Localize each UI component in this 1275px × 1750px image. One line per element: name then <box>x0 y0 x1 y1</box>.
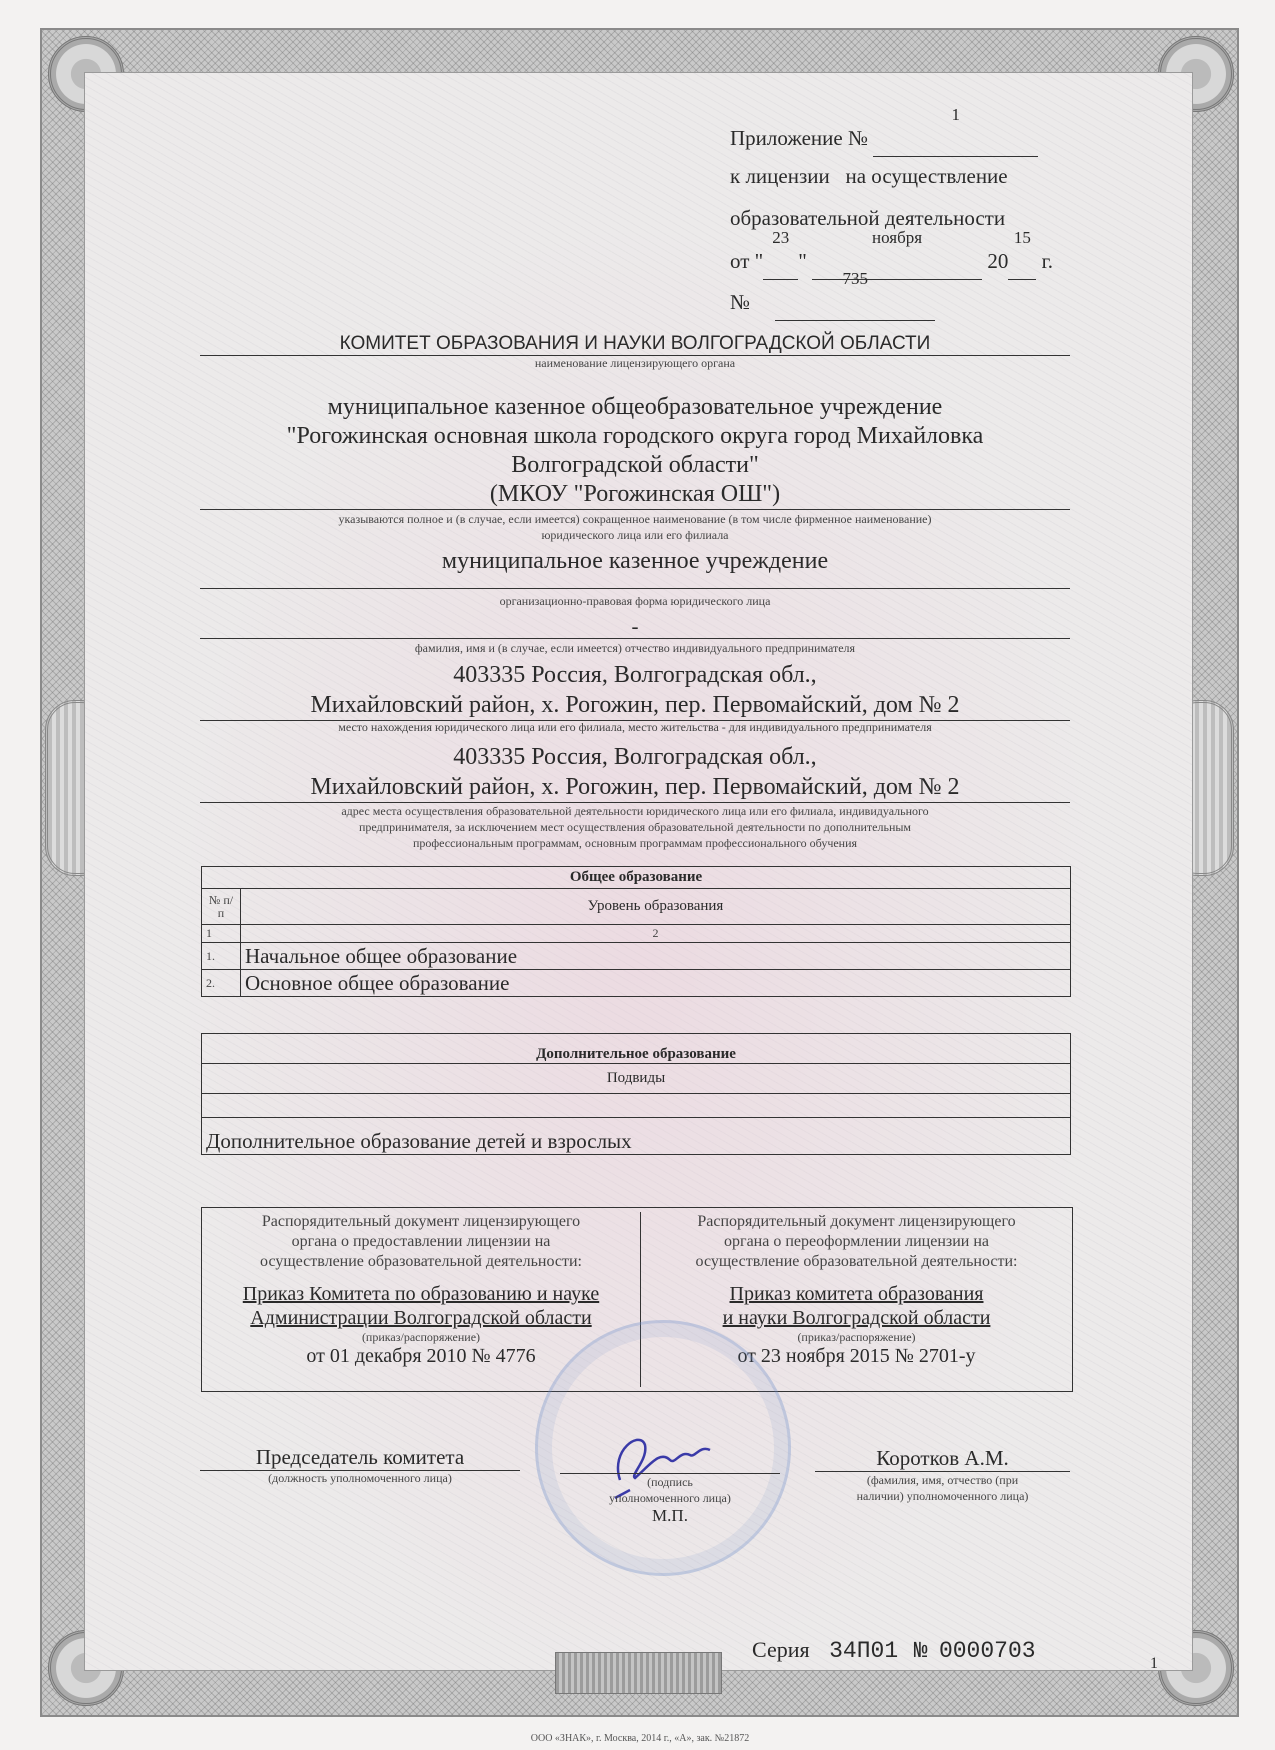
organization-line3: Волгоградской области" <box>511 452 759 478</box>
reissue-head3: осуществление образовательной деятельности: <box>695 1253 1018 1270</box>
organization-block <box>200 393 1070 510</box>
legal-form-value: муниципальное казенное учреждение <box>441 548 829 574</box>
entrepreneur-value: - <box>631 614 639 638</box>
date-month-field: ноября <box>812 241 982 280</box>
location-line1: 403335 Россия, Волгоградская обл., <box>453 662 817 688</box>
additional-education-row: Дополнительное образование детей и взрослых <box>202 1118 1071 1155</box>
activity-address-line2: Михайловский район, х. Рогожин, пер. Первомайский, дом № 2 <box>200 772 1070 803</box>
activity-caption-line3: профессиональным программам, основным программам профессионального обучения <box>412 836 858 850</box>
series-code: 34П01 <box>829 1638 899 1664</box>
legal-form-caption: организационно-правовая форма юридического лица <box>499 594 771 608</box>
organization-line4: (МКОУ "Рогожинская ОШ") <box>200 480 1070 510</box>
organization-caption-line2: юридического лица или его филиала <box>541 528 729 542</box>
location-block <box>200 660 1070 721</box>
activity-address-caption <box>200 803 1070 851</box>
signature-caption1: (подпись <box>647 1475 693 1489</box>
entrepreneur-caption: фамилия, имя и (в случае, если имеется) отчество индивидуального предпринимателя <box>414 641 856 655</box>
reissue-type: (приказ/распоряжение) <box>797 1330 916 1344</box>
reissue-head1: Распорядительный документ лицензирующего <box>697 1213 1016 1230</box>
authority-caption: наименование лицензирующего органа <box>534 356 736 370</box>
signer-name-caption2: наличии) уполномоченного лица) <box>856 1489 1029 1503</box>
date-year-unit: г. <box>1041 249 1054 273</box>
organization-line2: "Рогожинская основная школа городского округа город Михайловка <box>286 423 984 449</box>
serial-plate <box>555 1652 722 1694</box>
signer-position-block <box>200 1445 520 1486</box>
date-year-prefix: 20 <box>987 249 1009 273</box>
legal-form-line <box>200 588 1070 589</box>
activity-address-line1: 403335 Россия, Волгоградская обл., <box>453 744 817 770</box>
appendix-header: Приложение № 1 к лицензии на осуществление образовательной деятельности от " 23 " ноября 20 15 г. № 735 <box>730 118 1090 321</box>
series-num-label: № <box>913 1638 928 1664</box>
reissue-doc1: Приказ комитета образования <box>729 1283 984 1305</box>
page-number: 1 <box>1150 1655 1158 1672</box>
grant-date: от 01 декабря 2010 № 4776 <box>306 1345 536 1367</box>
organization-caption-line1: указываются полное и (в случае, если имеется) сокращенное наименование (в том числе фирменное наименование) <box>338 512 932 526</box>
activity-address-block <box>200 742 1070 803</box>
license-number-field: 735 <box>775 282 935 321</box>
table-row <box>202 970 1071 997</box>
date-day-field: 23 <box>763 241 798 280</box>
signer-name-caption1: (фамилия, имя, отчество (при <box>866 1473 1019 1487</box>
location-caption: место нахождения юридического лица или его филиала, место жительства - для индивидуального предпринимателя <box>338 720 932 734</box>
grant-head2: органа о предоставлении лицензии на <box>291 1233 551 1250</box>
authority-name: КОМИТЕТ ОБРАЗОВАНИЯ И НАУКИ ВОЛГОГРАДСКОЙ ОБЛАСТИ <box>200 333 1070 356</box>
series-number: 0000703 <box>938 1638 1036 1664</box>
reissue-head2: органа о переоформлении лицензии на <box>724 1233 989 1250</box>
location-line2: Михайловский район, х. Рогожин, пер. Первомайский, дом № 2 <box>200 690 1070 721</box>
row-num: 2. <box>202 970 241 997</box>
entrepreneur-line <box>200 638 1070 639</box>
activity-caption-line1: адрес места осуществления образовательной деятельности юридического лица или его филиала, индивидуального <box>341 804 929 818</box>
activity-caption-line2: предпринимателя, за исключением мест осуществления образовательной деятельности по дополнительным <box>358 820 912 834</box>
general-education-table <box>201 866 1071 997</box>
authority-block <box>200 333 1070 371</box>
subtypes-header: Подвиды <box>202 1064 1071 1094</box>
col-index-1: 1 <box>202 925 241 943</box>
row-num: 1. <box>202 943 241 970</box>
additional-education-title: Дополнительное образование <box>202 1034 1071 1064</box>
grant-head3: осуществление образовательной деятельности: <box>260 1253 582 1270</box>
appendix-label: Приложение № <box>730 126 868 150</box>
reissue-date: от 23 ноября 2015 № 2701-у <box>737 1345 976 1367</box>
date-from-label: от <box>730 249 750 273</box>
organization-line1: муниципальное казенное общеобразовательное учреждение <box>327 394 943 420</box>
appendix-line2: к лицензии на осуществление <box>730 164 1008 188</box>
license-number-label: № <box>730 290 751 314</box>
grant-head1: Распорядительный документ лицензирующего <box>261 1213 581 1230</box>
signer-name-block <box>815 1445 1070 1504</box>
signer-position: Председатель комитета <box>200 1445 520 1471</box>
series-label: Серия <box>752 1637 810 1662</box>
appendix-number-field: 1 <box>873 118 1038 157</box>
additional-education-table <box>201 1033 1071 1155</box>
grant-type: (приказ/распоряжение) <box>361 1330 481 1344</box>
series-block <box>752 1637 1036 1664</box>
signature-caption-block <box>560 1473 780 1524</box>
row-level: Начальное общее образование <box>241 943 1071 970</box>
reissue-doc2: и науки Волгоградской области <box>722 1307 991 1329</box>
seal-label: М.П. <box>652 1506 688 1525</box>
organization-caption <box>200 511 1070 543</box>
col-level-header: Уровень образования <box>241 889 1071 925</box>
grant-doc2: Администрации Волгоградской области <box>250 1307 592 1329</box>
empty-row <box>202 1094 1071 1118</box>
appendix-line3: образовательной деятельности <box>730 206 1006 230</box>
col-index-2: 2 <box>241 925 1071 943</box>
signer-name: Коротков А.М. <box>815 1445 1070 1472</box>
table-row <box>202 943 1071 970</box>
general-education-title: Общее образование <box>202 867 1071 889</box>
signature-line <box>560 1473 780 1474</box>
printer-line: ООО «ЗНАК», г. Москва, 2014 г., «А», зак. №21872 <box>530 1733 750 1744</box>
row-level: Основное общее образование <box>241 970 1071 997</box>
grant-doc1: Приказ Комитета по образованию и науке <box>242 1283 600 1305</box>
col-num-header: № п/п <box>202 889 241 925</box>
signer-position-caption: (должность уполномоченного лица) <box>268 1471 452 1485</box>
table-row <box>202 1118 1071 1155</box>
date-year-suffix-field: 15 <box>1008 241 1036 280</box>
signature-caption2: уполномоченного лица) <box>609 1491 731 1505</box>
